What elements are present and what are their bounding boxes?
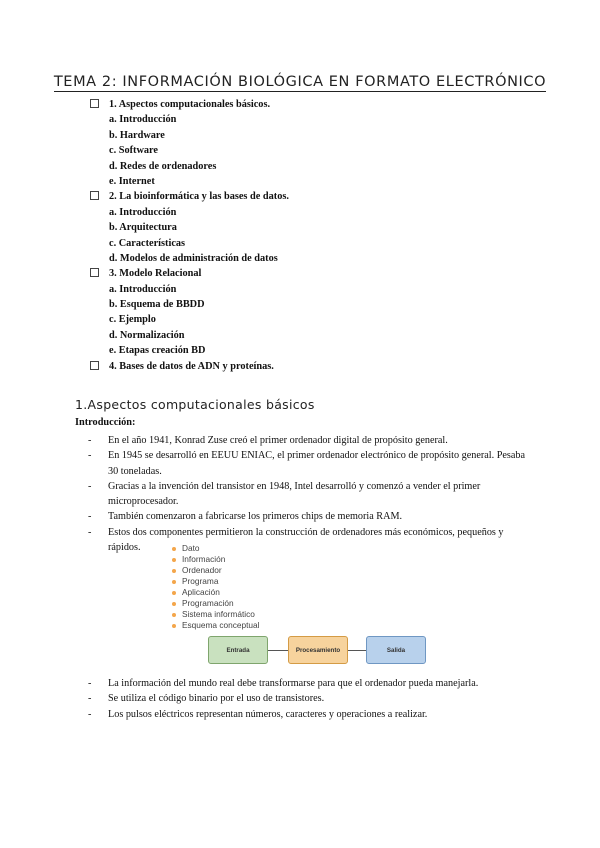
bullet-dot-icon: [172, 602, 176, 606]
toc-item: c. Software: [109, 145, 158, 157]
concept-list: [172, 543, 260, 631]
section-heading: 1.Aspectos computacionales básicos: [75, 397, 315, 412]
checkbox-icon[interactable]: [90, 361, 99, 370]
checkbox-icon[interactable]: [90, 191, 99, 200]
bullet-dot-icon: [172, 558, 176, 562]
checkbox-icon[interactable]: [90, 268, 99, 277]
toc-item: b. Arquitectura: [109, 222, 177, 234]
list-item: - En 1945 se desarrolló en EEUU ENIAC, el primer ordenador electrónico de propósito general. Pesaba 30 toneladas.: [88, 450, 525, 477]
list-item: - Estos dos componentes permitieron la construcción de ordenadores más económicos, pequeños y rápidos.: [88, 526, 504, 554]
bullet-list: [88, 433, 528, 555]
toc-section: 4. Bases de datos de ADN y proteínas.: [90, 359, 510, 374]
toc-section: 1. Aspectos computacionales básicos.: [90, 97, 510, 112]
flow-process-box: Procesamiento: [288, 636, 348, 664]
arrow-icon: [348, 650, 366, 651]
toc-section: 2. La bioinformática y las bases de datos.: [90, 189, 510, 204]
toc-item: c. Ejemplo: [109, 314, 156, 326]
list-item: - Se utiliza el código binario por el uso de transistores.: [88, 693, 325, 705]
toc-item: e. Etapas creación BD: [109, 345, 206, 357]
bullet-dot-icon: [172, 569, 176, 573]
list-item: - En el año 1941, Konrad Zuse creó el primer ordenador digital de propósito general.: [88, 435, 448, 446]
bullet-dot-icon: [172, 591, 176, 595]
list-item: Esquema conceptual: [172, 620, 260, 631]
toc-item: a. Introducción: [109, 114, 177, 126]
list-item: - Gracias a la invención del transistor en 1948, Intel desarrolló y comenzó a vender el primer microprocesador.: [88, 480, 481, 508]
list-item: - También comenzaron a fabricarse los primeros chips de memoria RAM.: [88, 511, 403, 523]
toc-section: 3. Modelo Relacional: [90, 266, 510, 281]
list-item: - Los pulsos eléctricos representan números, caracteres y operaciones a realizar.: [88, 708, 428, 720]
bullet-dot-icon: [172, 624, 176, 628]
subheading: Introducción:: [75, 417, 136, 428]
toc-item: d. Redes de ordenadores: [109, 160, 217, 172]
toc-item: d. Normalización: [109, 329, 185, 341]
bullet-dot-icon: [172, 580, 176, 584]
arrow-icon: [268, 650, 288, 651]
toc-item: e. Internet: [109, 175, 155, 187]
toc-item: b. Esquema de BBDD: [109, 299, 205, 311]
list-item: Programación: [172, 598, 260, 609]
bullet-dot-icon: [172, 547, 176, 551]
list-item: Ordenador: [172, 565, 260, 576]
toc-item: a. Introducción: [109, 283, 177, 295]
list-item: Información: [172, 554, 260, 565]
toc-item: b. Hardware: [109, 129, 165, 141]
page-title: TEMA 2: INFORMACIÓN BIOLÓGICA EN FORMATO ELECTRÓNICO: [53, 74, 547, 90]
bullet-list: [88, 676, 528, 722]
process-flow-diagram: [208, 636, 426, 664]
list-item: Programa: [172, 576, 260, 587]
table-of-contents: [90, 97, 510, 374]
list-item: Sistema informático: [172, 609, 260, 620]
checkbox-icon[interactable]: [90, 99, 99, 108]
list-item: - La información del mundo real debe transformarse para que el ordenador pueda manejarla.: [88, 678, 479, 689]
list-item: Aplicación: [172, 587, 260, 598]
flow-output-box: Salida: [366, 636, 426, 664]
bullet-dot-icon: [172, 613, 176, 617]
list-item: Dato: [172, 543, 260, 554]
flow-input-box: Entrada: [208, 636, 268, 664]
toc-item: d. Modelos de administración de datos: [109, 252, 278, 264]
toc-item: c. Características: [109, 237, 186, 249]
toc-item: a. Introducción: [109, 206, 177, 218]
